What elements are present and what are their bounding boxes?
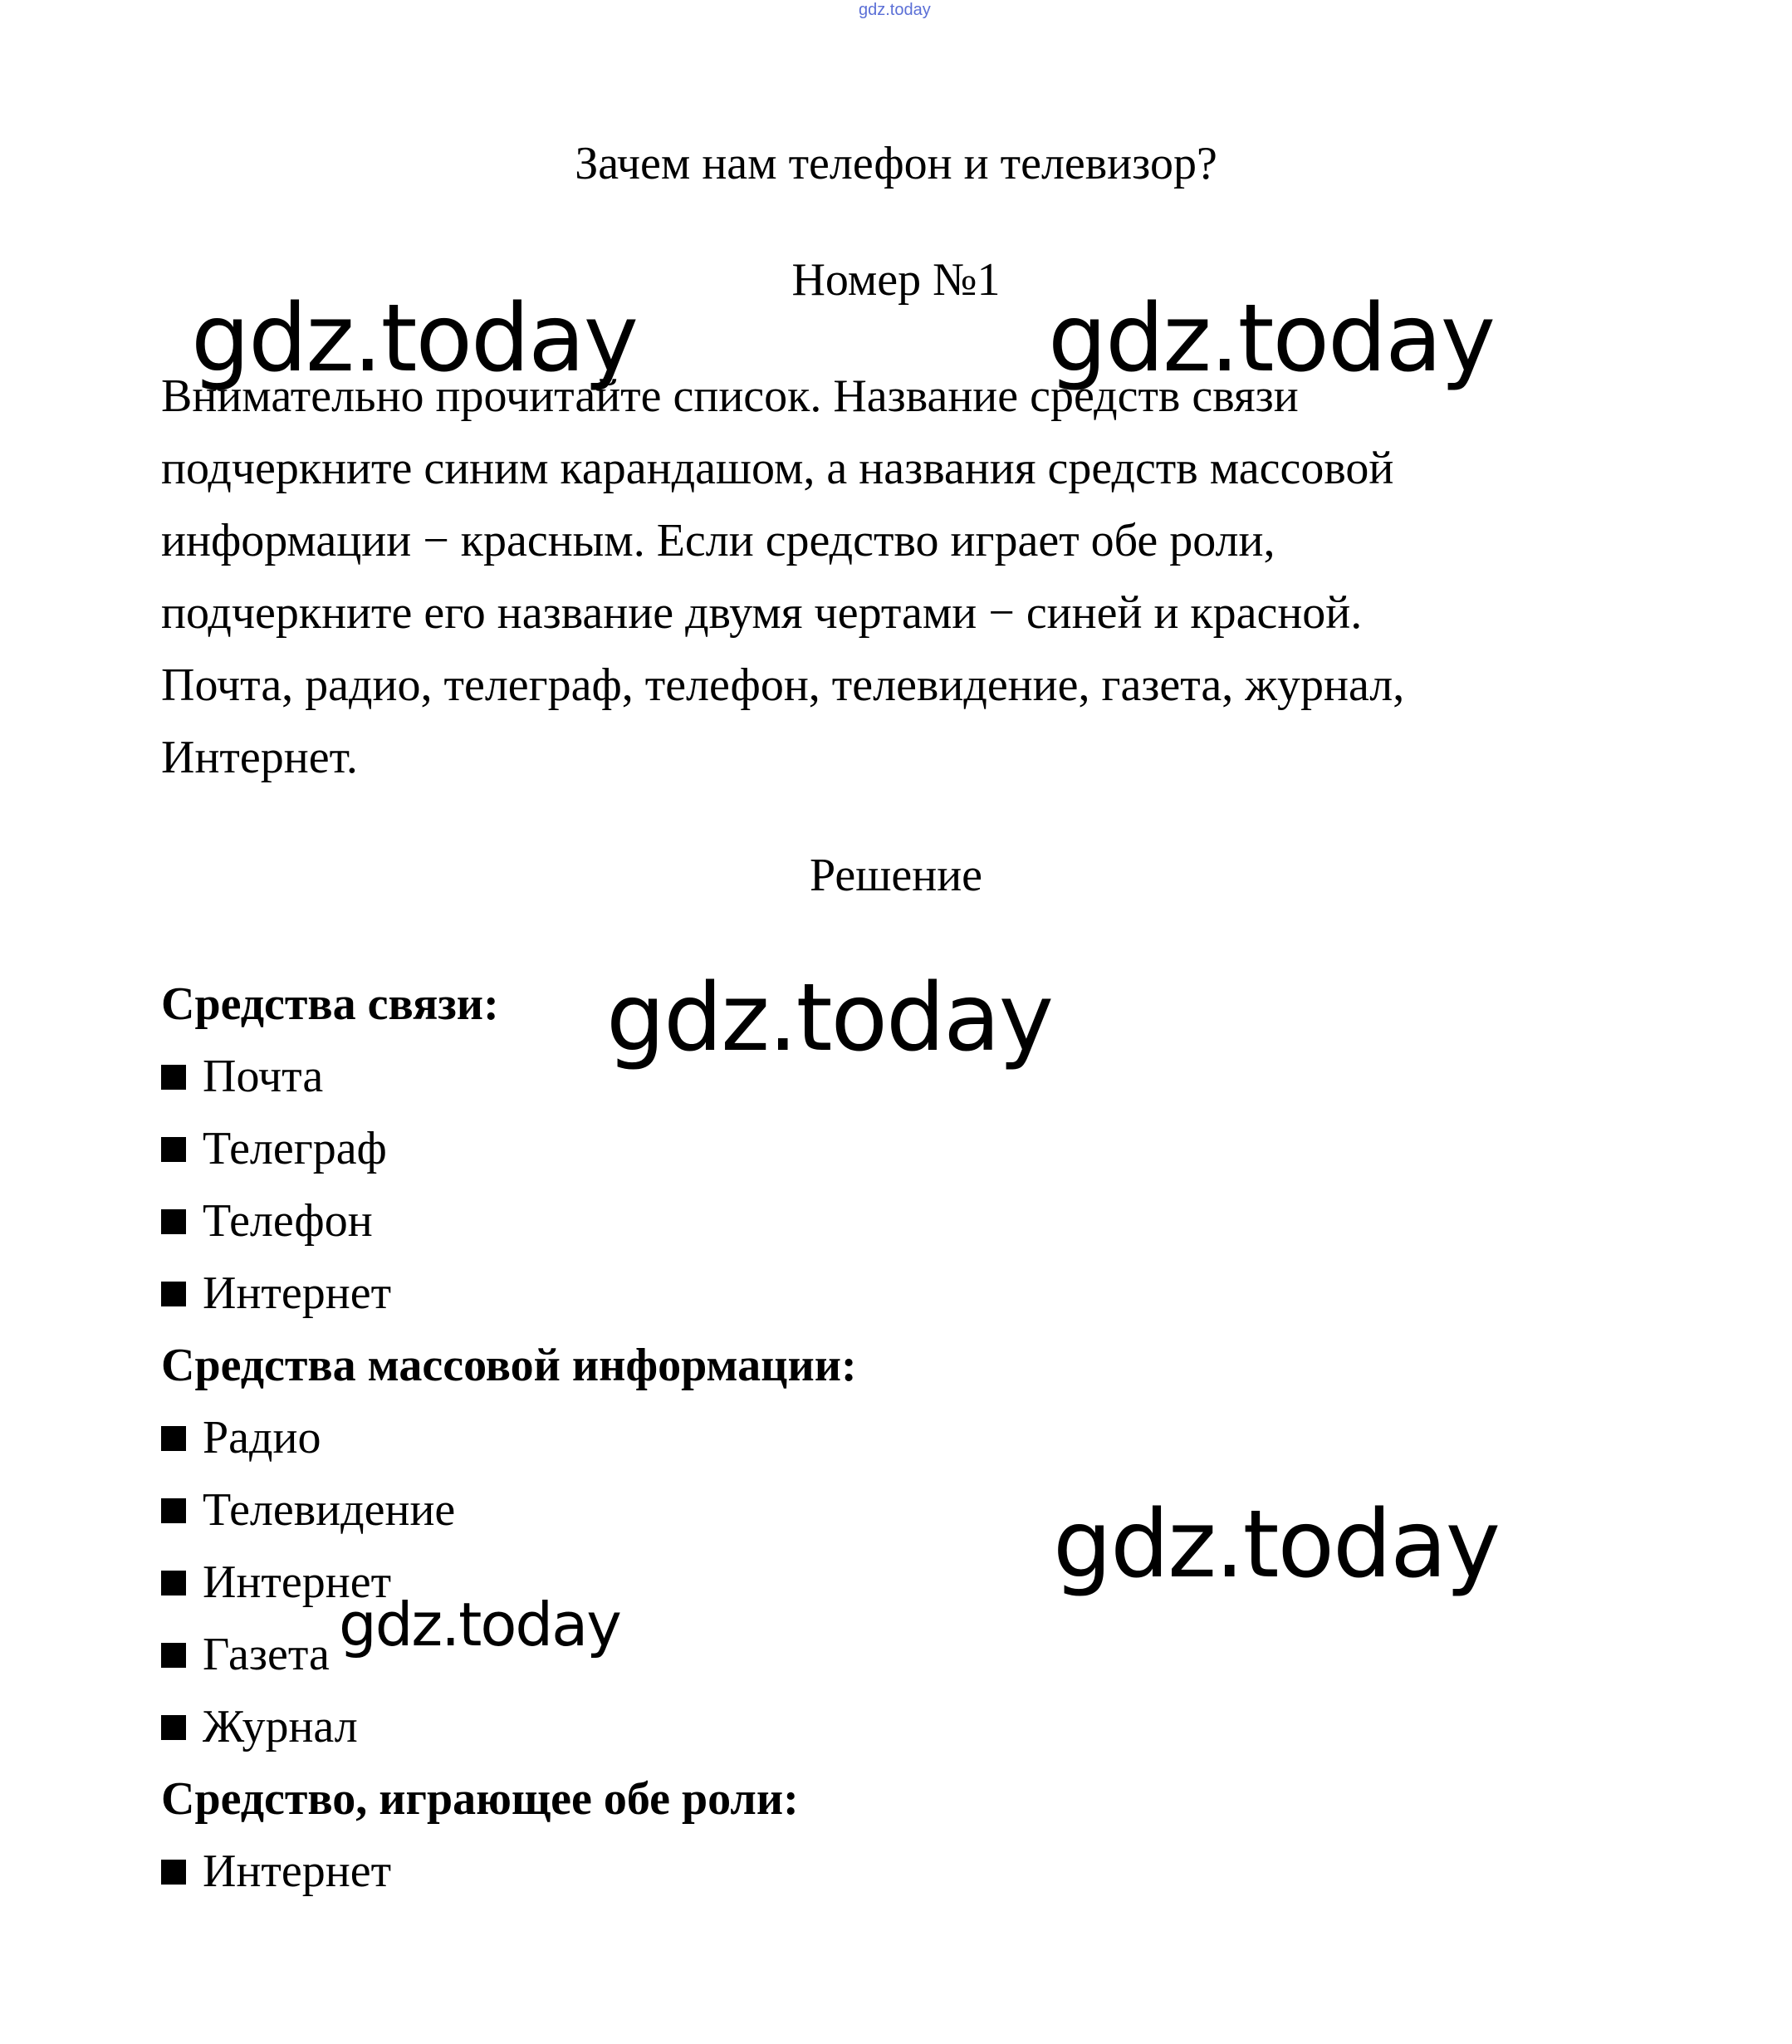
square-bullet-icon [161,1643,186,1668]
square-bullet-icon [161,1426,186,1451]
task-line: Внимательно прочитайте список. Название средств связи [161,370,1299,422]
page-title: Зачем нам телефон и телевизор? [575,138,1217,189]
list-item-label: Телеграф [203,1123,387,1174]
square-bullet-icon [161,1860,186,1885]
square-bullet-icon [161,1571,186,1595]
solution-heading: Решение [809,850,983,901]
list-item [161,1113,857,1185]
list-item-label: Журнал [203,1701,358,1752]
watermark: gdz.today [339,1590,620,1659]
task-line: подчеркните его название двумя чертами − синей и красной. [161,587,1363,639]
watermark: gdz.today [606,964,1053,1072]
mass-media-heading: Средства массовой информации: [161,1340,857,1391]
list-item-label: Телевидение [203,1484,456,1536]
list-item [161,1836,857,1908]
square-bullet-icon [161,1715,186,1740]
task-text [161,360,1573,794]
both-roles-heading: Средство, играющее обе роли: [161,1773,799,1825]
communication-heading: Средства связи: [161,978,499,1030]
watermark: gdz.today [1053,1491,1500,1599]
list-item-label: Почта [203,1051,324,1102]
list-item-label: Интернет [203,1845,392,1897]
solution-list [161,968,857,1908]
list-item [161,1257,857,1330]
site-link[interactable]: gdz.today [859,1,931,19]
list-item [161,1402,857,1474]
square-bullet-icon [161,1065,186,1090]
task-line: информации − красным. Если средство играет обе роли, [161,515,1275,566]
watermark: gdz.today [191,285,638,393]
watermark: gdz.today [1048,285,1495,393]
list-item-label: Радио [203,1412,321,1463]
task-line: Почта, радио, телеграф, телефон, телевидение, газета, журнал, [161,659,1405,711]
task-line: подчеркните синим карандашом, а названия средств массовой [161,443,1394,494]
list-item [161,1474,857,1546]
square-bullet-icon [161,1282,186,1306]
list-item [161,1691,857,1763]
list-item [161,1185,857,1257]
list-item-label: Интернет [203,1556,392,1608]
task-number: Номер №1 [791,254,1001,306]
list-item-label: Газета [203,1629,330,1680]
square-bullet-icon [161,1498,186,1523]
square-bullet-icon [161,1209,186,1234]
square-bullet-icon [161,1137,186,1162]
task-line: Интернет. [161,732,358,783]
list-item-label: Интернет [203,1267,392,1319]
list-item-label: Телефон [203,1195,373,1247]
